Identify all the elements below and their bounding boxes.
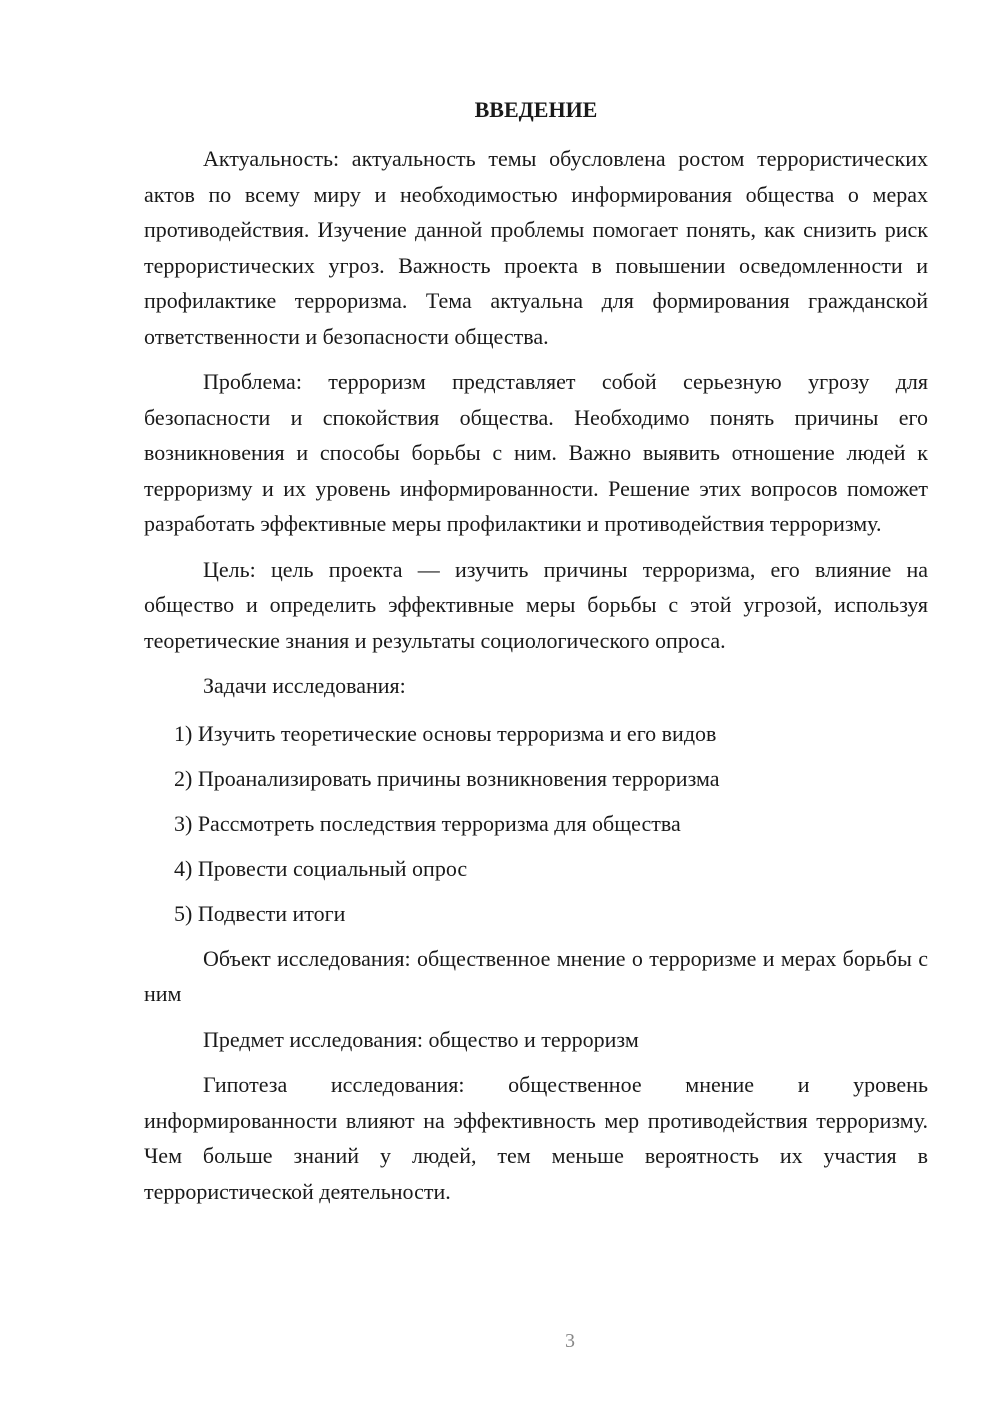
goal-paragraph: Цель: цель проекта — изучить причины терроризма, его влияние на общество и определить эффективные меры борьбы с этой угрозой, используя теоретические знания и результаты социологического опроса.: [144, 556, 928, 653]
task-list: [144, 716, 928, 932]
task-item-4: 4) Провести социальный опрос: [174, 855, 468, 881]
tasks-heading: Задачи исследования:: [203, 673, 406, 698]
subject-paragraph: Предмет исследования: общество и терроризм: [203, 1026, 639, 1052]
document-body: [144, 92, 928, 1219]
problem-paragraph: Проблема: терроризм представляет собой серьезную угрозу для безопасности и спокойствия общества. Необходимо понять причины его возникновения и способы борьбы с ним. Важно выявить отношение людей к терроризму и их уровень информированности. Решение этих вопросов поможет разработать эффективные меры профилактики и противодействия терроризму.: [144, 369, 928, 536]
hypothesis-paragraph: Гипотеза исследования: общественное мнение и уровень информированности влияют на эффективность мер противодействия терроризму. Чем больше знаний у людей, тем меньше вероятность их участия в террористической деятельности.: [144, 1072, 928, 1204]
task-item-5: 5) Подвести итоги: [174, 900, 346, 926]
task-item-1: 1) Изучить теоретические основы терроризма и его видов: [174, 720, 717, 746]
page-number: 3: [565, 1330, 575, 1352]
task-item-3: 3) Рассмотреть последствия терроризма для общества: [174, 810, 681, 836]
task-item-2: 2) Проанализировать причины возникновения терроризма: [174, 765, 720, 791]
object-paragraph: Объект исследования: общественное мнение о терроризме и мерах борьбы с ним: [144, 945, 928, 1006]
page-title: ВВЕДЕНИЕ: [474, 97, 598, 122]
relevance-paragraph: Актуальность: актуальность темы обусловлена ростом террористических актов по всему миру и необходимостью информирования общества о мерах противодействия. Изучение данной проблемы помогает понять, как снизить риск террористических угроз. Важность проекта в повышении осведомленности и профилактике терроризма. Тема актуальна для формирования гражданской ответственности и безопасности общества.: [144, 146, 928, 349]
